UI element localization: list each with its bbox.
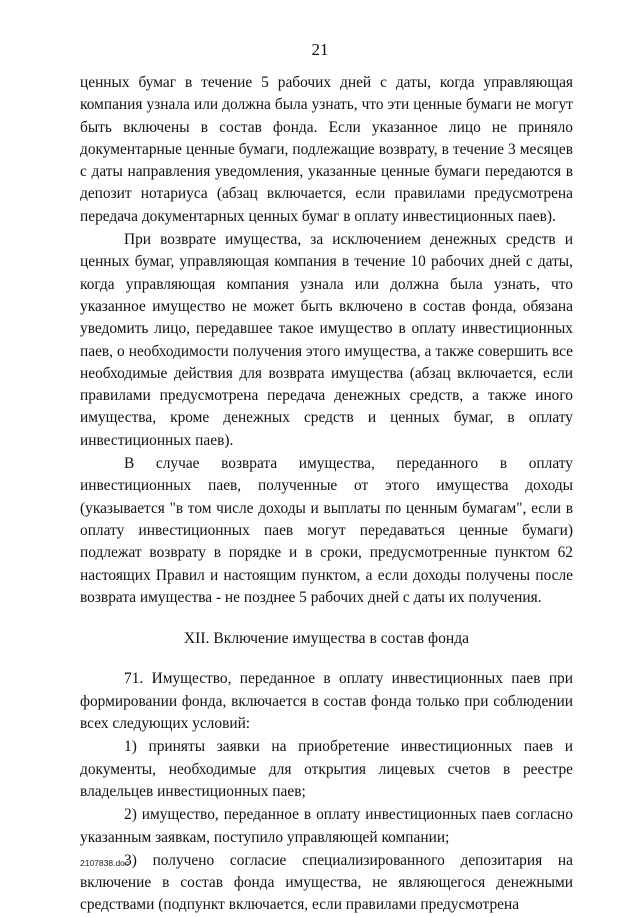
list-item-condition-3: 3) получено согласие специализированного депозитария на включение в состав фонда имущества, не являющегося денежными средствами (подпункт включается, если правилами предусмотрена [80, 851, 573, 914]
paragraph-income-return: В случае возврата имущества, переданного в оплату инвестиционных паев, полученные от этого имущества доходы (указывается "в том числе доходы и выплаты по ценным бумагам", если в оплату инвестиционных паев могут передаваться ценные бумаги) подлежат возврату в порядке и в сроки, предусмотренные пунктом 62 настоящих Правил и настоящим пунктом, а если доходы получены после возврата имущества - не позднее 5 рабочих дней с даты их получения. [80, 455, 573, 606]
paragraph-continued: ценных бумаг в течение 5 рабочих дней с даты, когда управляющая компания узнала или должна была узнать, что эти ценные бумаги не могут быть включены в состав фонда. Если указанное лицо не приняло документарные ценные бумаги, подлежащие возврату, в течение 3 месяцев с даты направления уведомления, указанные ценные бумаги передаются в депозит нотариуса (абзац включается, если правилами предусмотрена передача документарных ценных бумаг в оплату инвестиционных паев). [80, 74, 573, 225]
document-body [80, 72, 573, 917]
paragraph-property-return: При возврате имущества, за исключением денежных средств и ценных бумаг, управляющая компания в течение 10 рабочих дней с даты, когда управляющая компания узнала или должна была узнать, что указанное имущество не может быть включено в состав фонда, обязана уведомить лицо, передавшее такое имущество в оплату инвестиционных паев, о необходимости получения этого имущества, а также совершить все необходимые действия для возврата имущества (абзац включается, если правилами предусмотрена передача денежных средств, а также иного имущества, кроме денежных средств и ценных бумаг, в оплату инвестиционных паев). [80, 231, 573, 449]
section-heading: XII. Включение имущества в состав фонда [183, 630, 470, 648]
page-number: 21 [311, 40, 329, 59]
list-item-condition-2: 2) имущество, переданное в оплату инвестиционных паев согласно указанным заявкам, поступило управляющей компании; [80, 806, 573, 846]
list-item-condition-1: 1) приняты заявки на приобретение инвестиционных паев и документы, необходимые для открытия лицевых счетов в реестре владельцев инвестиционных паев; [80, 738, 573, 800]
paragraph-clause-71: 71. Имущество, переданное в оплату инвестиционных паев при формировании фонда, включается в состав фонда только при соблюдении всех следующих условий: [80, 670, 573, 733]
footer-filename: 2107838.doc [80, 858, 130, 868]
